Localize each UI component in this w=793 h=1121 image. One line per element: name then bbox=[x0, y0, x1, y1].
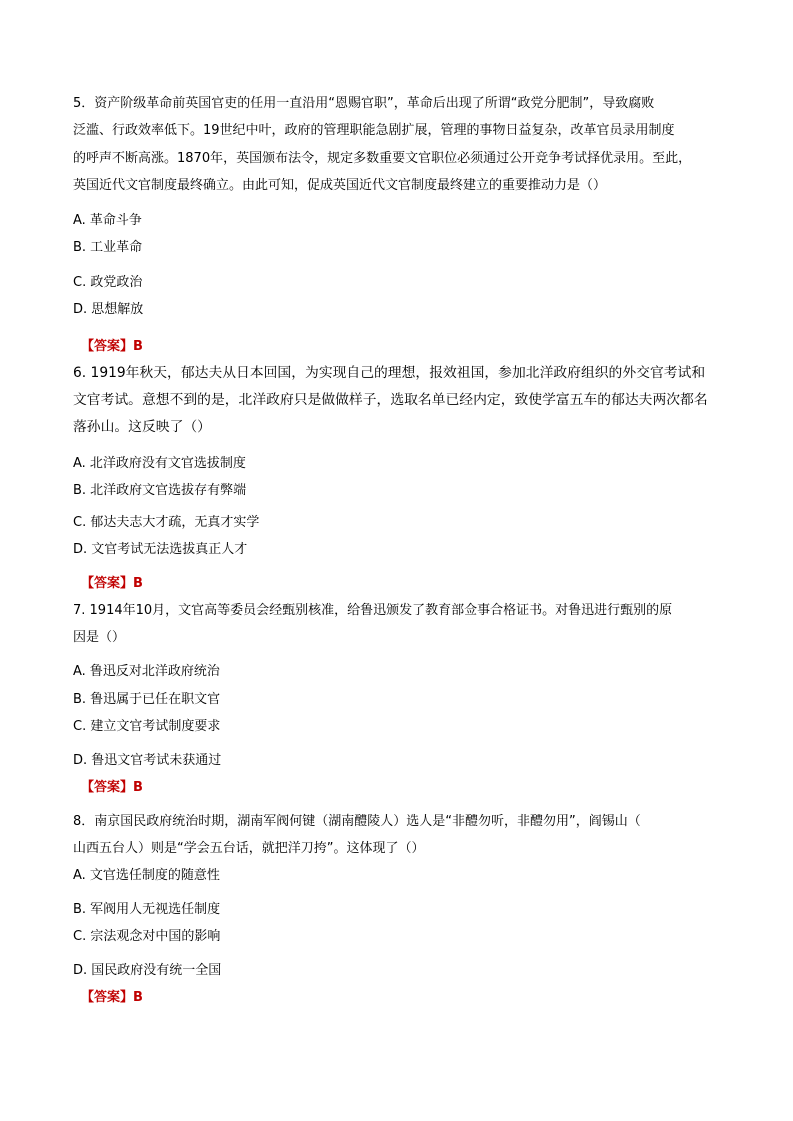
question-7-option-d: D. 鲁迅文官考试未获通过 bbox=[73, 753, 222, 768]
question-8-option-a: A. 文官选任制度的随意性 bbox=[73, 868, 220, 883]
question-5-option-a: A. 革命斗争 bbox=[73, 213, 142, 228]
question-5-stem-line-1: 5．资产阶级革命前英国官吏的任用一直沿用“恩赐官职”，革命后出现了所谓“政党分肥制”，导致腐败 bbox=[73, 96, 655, 111]
question-5-option-b: B. 工业革命 bbox=[73, 240, 143, 255]
question-7-answer: 【答案】B bbox=[81, 780, 143, 795]
question-7-option-c: C. 建立文官考试制度要求 bbox=[73, 719, 221, 734]
question-5-stem-line-4: 英国近代文官制度最终确立。由此可知，促成英国近代文官制度最终建立的重要推动力是（） bbox=[73, 178, 607, 193]
question-6-option-b: B. 北洋政府文官选拔存有弊端 bbox=[73, 483, 247, 498]
question-8-stem-line-1: 8．南京国民政府统治时期，湖南军阀何键（湖南醴陵人）选人是“非醴勿听，非醴勿用”，阎锡山（ bbox=[73, 814, 641, 829]
question-5-answer: 【答案】B bbox=[81, 339, 143, 354]
question-5-option-d: D. 思想解放 bbox=[73, 302, 144, 317]
question-6-option-d: D. 文官考试无法选拔真正人才 bbox=[73, 542, 248, 557]
question-6-stem-line-3: 落孙山。这反映了（） bbox=[73, 419, 211, 435]
question-7-stem-line-1: 7. 1914年10月，文官高等委员会经甄别核准，给鲁迅颁发了教育部佥事合格证书。对鲁迅进行甄别的原 bbox=[73, 603, 673, 618]
question-6-answer: 【答案】B bbox=[81, 576, 143, 591]
question-6-option-c: C. 郁达夫志大才疏，无真才实学 bbox=[73, 515, 260, 530]
question-6-stem-line-2: 文官考试。意想不到的是，北洋政府只是做做样子，选取名单已经内定，致使学富五车的郁达夫两次都名 bbox=[73, 392, 708, 408]
question-7-stem-line-2: 因是（） bbox=[73, 630, 126, 645]
question-8-answer: 【答案】B bbox=[81, 990, 143, 1005]
question-7-option-a: A. 鲁迅反对北洋政府统治 bbox=[73, 664, 220, 679]
question-5-stem-line-2: 泛滥、行政效率低下。19世纪中叶，政府的管理职能急剧扩展，管理的事物日益复杂，改革官员录用制度 bbox=[73, 123, 675, 138]
question-5-stem-line-3: 的呼声不断高涨。1870年，英国颁布法令，规定多数重要文官职位必须通过公开竞争考试择优录用。至此， bbox=[73, 151, 692, 166]
question-8-stem-line-2: 山西五台人）则是“学会五台话，就把洋刀挎”。这体现了（） bbox=[73, 841, 425, 856]
question-8-option-c: C. 宗法观念对中国的影响 bbox=[73, 929, 221, 944]
question-8-option-d: D. 国民政府没有统一全国 bbox=[73, 963, 222, 978]
question-6-option-a: A. 北洋政府没有文官选拔制度 bbox=[73, 456, 246, 471]
question-5-option-c: C. 政党政治 bbox=[73, 275, 143, 290]
question-6-stem-line-1: 6. 1919年秋天，郁达夫从日本回国，为实现自己的理想，报效祖国，参加北洋政府组织的外交官考试和 bbox=[73, 365, 706, 381]
question-8-option-b: B. 军阀用人无视选任制度 bbox=[73, 902, 221, 917]
question-7-option-b: B. 鲁迅属于已任在职文官 bbox=[73, 692, 221, 707]
